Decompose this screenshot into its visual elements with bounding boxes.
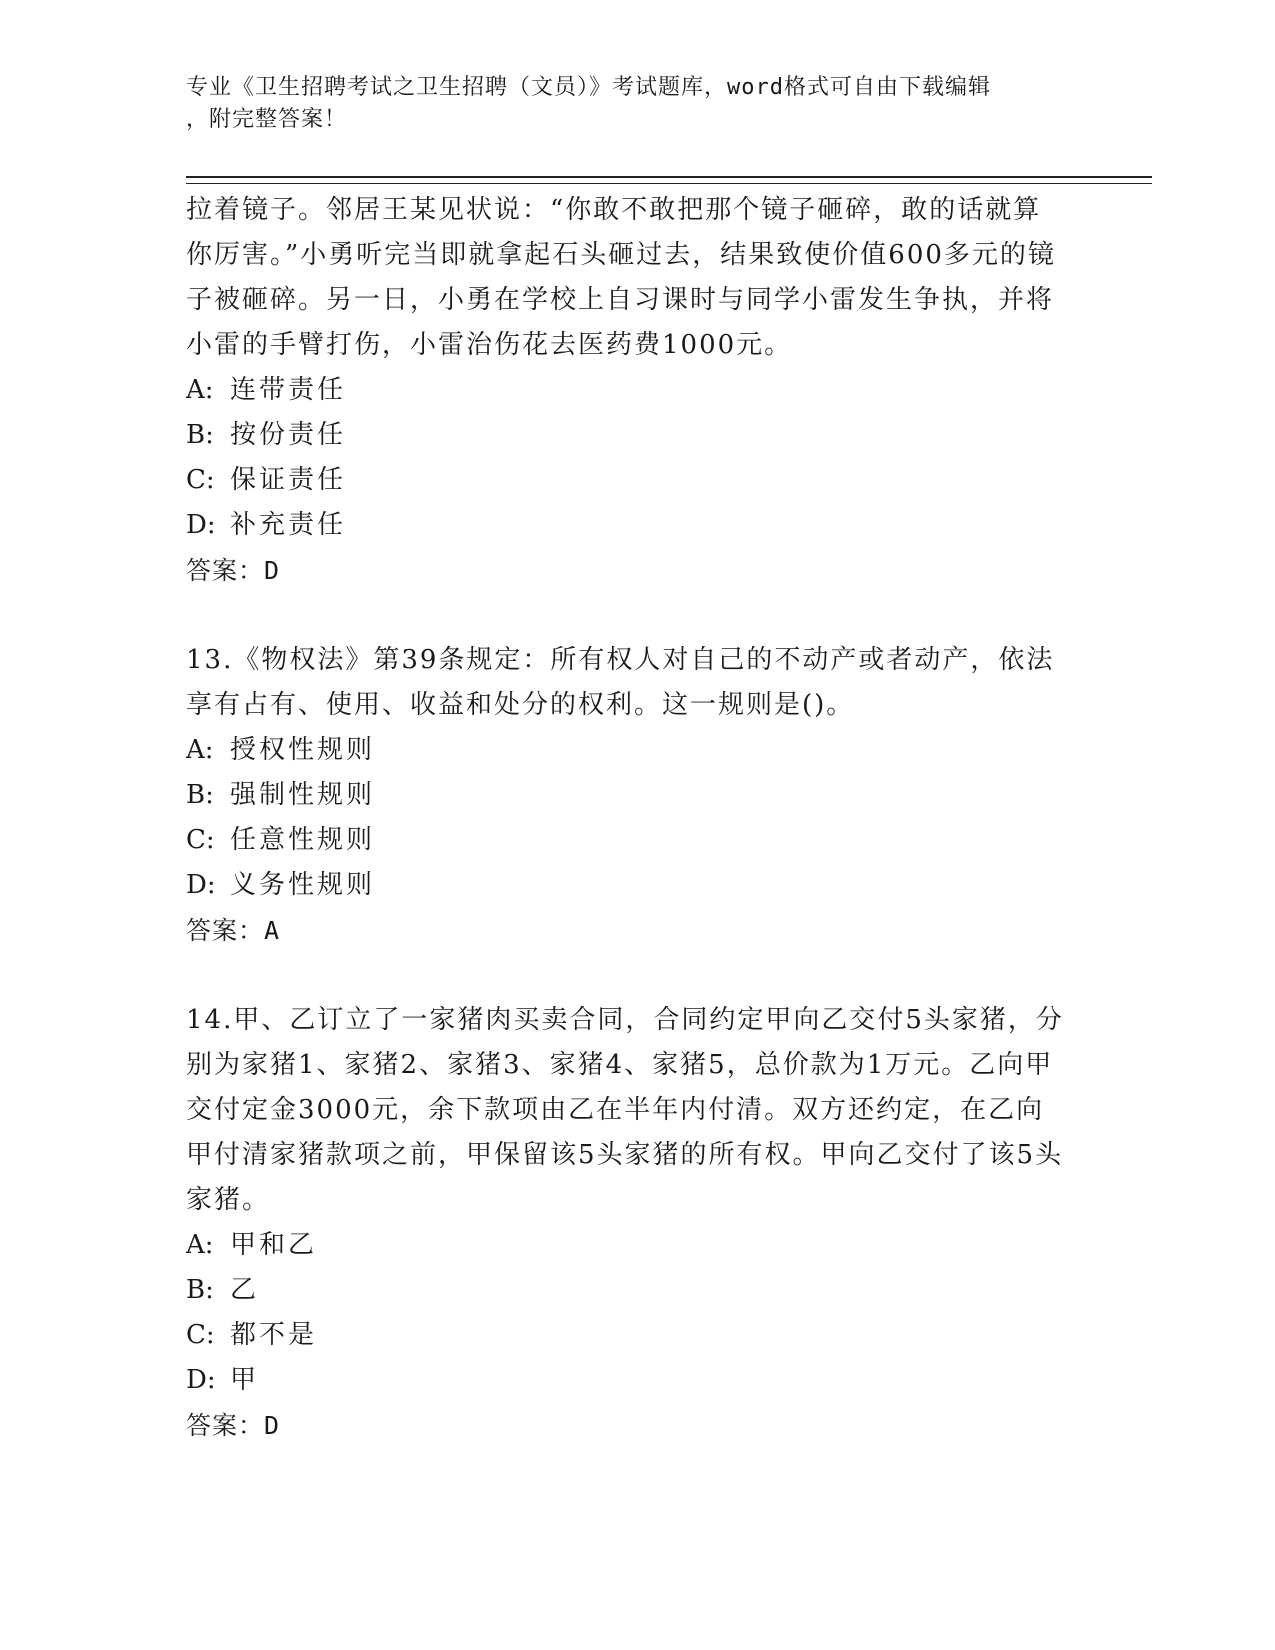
question-stem: 拉着镜子。邻居王某见状说：“你敢不敢把那个镜子砸碎，敢的话就算你厉害。”小勇听完当即就拿起石头砸过去，结果致使价值600多元的镜子被砸碎。另一日，小勇在学校上自习课时与同学小雷发生争执，并将小雷的手臂打伤，小雷治伤花去医药费1000元。: [186, 195, 1056, 360]
question-block-14: [186, 998, 1066, 1449]
option-a: [186, 728, 1066, 773]
option-text: 甲: [230, 1365, 260, 1395]
header-divider: [186, 176, 1152, 184]
option-b: [186, 773, 1066, 818]
option-c: [186, 1313, 1066, 1358]
option-text: 按份责任: [230, 420, 347, 450]
option-c: [186, 818, 1066, 863]
option-letter: B:: [186, 1275, 214, 1305]
option-letter: B:: [186, 780, 214, 810]
option-letter: A:: [186, 1230, 214, 1260]
option-letter: A:: [186, 735, 214, 765]
question-stem: 14.甲、乙订立了一家猪肉买卖合同，合同约定甲向乙交付5头家猪，分别为家猪1、家猪2、家猪3、家猪4、家猪5，总价款为1万元。乙向甲交付定金3000元，余下款项由乙在半年内付清。双方还约定，在乙向甲付清家猪款项之前，甲保留该5头家猪的所有权。甲向乙交付了该5头家猪。: [186, 1005, 1064, 1215]
option-b: [186, 1268, 1066, 1313]
option-text: 强制性规则: [230, 780, 376, 810]
option-text: 甲和乙: [230, 1230, 318, 1260]
answer-line: 答案：D: [186, 1411, 281, 1440]
question-list: [186, 188, 1066, 1449]
header-title-line1: 专业《卫生招聘考试之卫生招聘（文员）》考试题库，word格式可自由下载编辑: [186, 75, 991, 100]
spacer: [186, 594, 1066, 638]
option-d: [186, 863, 1066, 908]
option-letter: C:: [186, 1320, 215, 1350]
option-letter: C:: [186, 465, 215, 495]
option-a: [186, 368, 1066, 413]
option-c: [186, 458, 1066, 503]
option-letter: D:: [186, 1365, 216, 1395]
option-d: [186, 503, 1066, 548]
spacer: [186, 954, 1066, 998]
option-letter: D:: [186, 870, 216, 900]
answer-line: 答案：D: [186, 556, 281, 585]
option-letter: B:: [186, 420, 214, 450]
page-header: [186, 72, 1066, 136]
question-stem: 13.《物权法》第39条规定：所有权人对自己的不动产或者动产，依法享有占有、使用、收益和处分的权利。这一规则是()。: [186, 645, 1055, 720]
option-text: 授权性规则: [230, 735, 376, 765]
option-text: 连带责任: [230, 375, 347, 405]
option-letter: D:: [186, 510, 216, 540]
question-block-13: [186, 638, 1066, 954]
option-text: 任意性规则: [230, 825, 376, 855]
header-title-line2: ，附完整答案！: [186, 107, 348, 132]
answer-line: 答案：A: [186, 916, 281, 945]
option-text: 义务性规则: [230, 870, 376, 900]
question-block-12: [186, 188, 1066, 594]
option-b: [186, 413, 1066, 458]
option-text: 补充责任: [230, 510, 347, 540]
option-text: 乙: [230, 1275, 260, 1305]
option-letter: C:: [186, 825, 215, 855]
option-text: 都不是: [230, 1320, 318, 1350]
option-a: [186, 1223, 1066, 1268]
option-d: [186, 1358, 1066, 1403]
option-text: 保证责任: [230, 465, 347, 495]
option-letter: A:: [186, 375, 214, 405]
